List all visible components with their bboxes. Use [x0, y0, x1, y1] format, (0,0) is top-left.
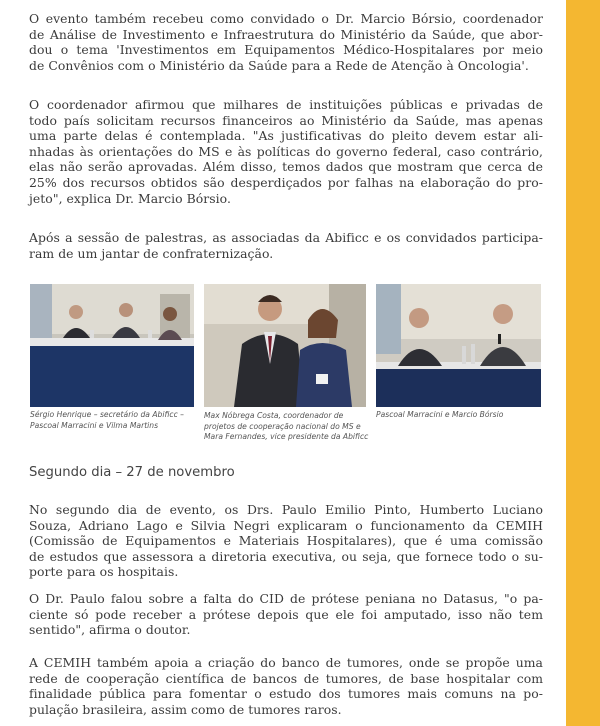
text-line: jeto", explica Dr. Marcio Bórsio. — [29, 190, 231, 206]
text-line: Após a sessão de palestras, as associadas da Abificc e os convidados participa- — [29, 230, 543, 245]
photo-image — [204, 284, 366, 407]
text-line: A CEMIH também apoia a criação do banco de tumores, onde se propõe uma — [29, 655, 543, 670]
text-line: No segundo dia de evento, os Drs. Paulo Emilio Pinto, Humberto Luciano — [29, 502, 543, 517]
text-line: de Análise de Investimento e Infraestrutura do Ministério da Saúde, que abor- — [29, 26, 543, 42]
photo-caption-3 — [376, 410, 503, 421]
text-line: de Convênios com o Ministério da Saúde para a Rede de Atenção à Oncologia'. — [29, 57, 529, 73]
photo-panel-members — [30, 284, 194, 407]
text-line: O Dr. Paulo falou sobre a falta do CID de prótese peniana no Datasus, "o pa- — [29, 591, 543, 606]
text-line: O evento também recebeu como convidado o Dr. Marcio Bórsio, coordenador — [29, 11, 543, 26]
text-line: 25% dos recursos obtidos são desperdiçados por falhas na elaboração do pro- — [29, 174, 543, 190]
text-line: (Comissão de Equipamentos e Materiais Hospitalares), que é uma comissão — [29, 533, 543, 549]
text-line: elas não serão aprovadas. Além disso, temos dados que mostram que cerca de — [29, 159, 543, 175]
text-line: O coordenador afirmou que milhares de instituições públicas e privadas de — [29, 97, 543, 112]
cemih-paragraph — [29, 655, 543, 717]
photo-caption-1 — [30, 410, 184, 431]
caption-line: Pascoal Marracini e Vilma Martins — [30, 420, 159, 430]
text-line: nhadas às orientações do MS e às políticas do governo federal, caso contrário, — [29, 143, 543, 159]
text-line: todo país solicitam recursos financeiros ao Ministério da Saúde, mas apenas — [29, 112, 543, 128]
text-line: finalidade pública para fomentar o estudo dos tumores mais comuns na po- — [29, 686, 543, 702]
caption-line: Max Nóbrega Costa, coordenador de — [204, 411, 344, 420]
second-day-paragraph — [29, 502, 543, 580]
text-line: pulação brasileira, assim como de tumores raros. — [29, 701, 342, 717]
text-line: rede de cooperação científica de bancos de tumores, de base hospitalar com — [29, 670, 543, 686]
text-line: ram de um jantar de confraternização. — [29, 245, 274, 261]
caption-line: Pascoal Marracini e Marcio Bórsio — [376, 410, 504, 419]
paulo-paragraph — [29, 591, 543, 638]
photo-costa-fernandes — [204, 284, 366, 407]
text-line: Souza, Adriano Lago e Silvia Negri explicaram o funcionamento da CEMIH — [29, 517, 543, 533]
photo-caption-2 — [204, 411, 368, 443]
dinner-paragraph — [29, 230, 543, 261]
coordinator-paragraph — [29, 97, 543, 206]
photo-marracini-borsio — [376, 284, 541, 407]
text-line: dou o tema 'Investimentos em Equipamentos Médico-Hospitalares por meio — [29, 42, 543, 58]
text-line: ciente só pode receber a prótese depois que ele foi amputado, isso não tem — [29, 606, 543, 622]
text-line: uma parte delas é contemplada. "As justificativas do pleito devem estar ali- — [29, 128, 543, 144]
text-line: sentido", afirma o doutor. — [29, 622, 191, 638]
accent-side-bar — [566, 0, 600, 726]
caption-line: projetos de cooperação nacional do MS e — [204, 421, 361, 431]
section-heading: Segundo dia – 27 de novembro — [29, 465, 235, 480]
caption-line: Mara Fernandes, vice presidente da Abificc — [204, 432, 369, 442]
intro-paragraph — [29, 11, 543, 73]
photo-image — [30, 284, 194, 407]
text-line: de estudos que assessora a diretoria executiva, ou seja, que fornece todo o su- — [29, 548, 543, 564]
caption-line: Sérgio Henrique – secretário da Abificc – — [30, 410, 184, 419]
text-line: porte para os hospitais. — [29, 564, 179, 580]
photo-image — [376, 284, 541, 407]
